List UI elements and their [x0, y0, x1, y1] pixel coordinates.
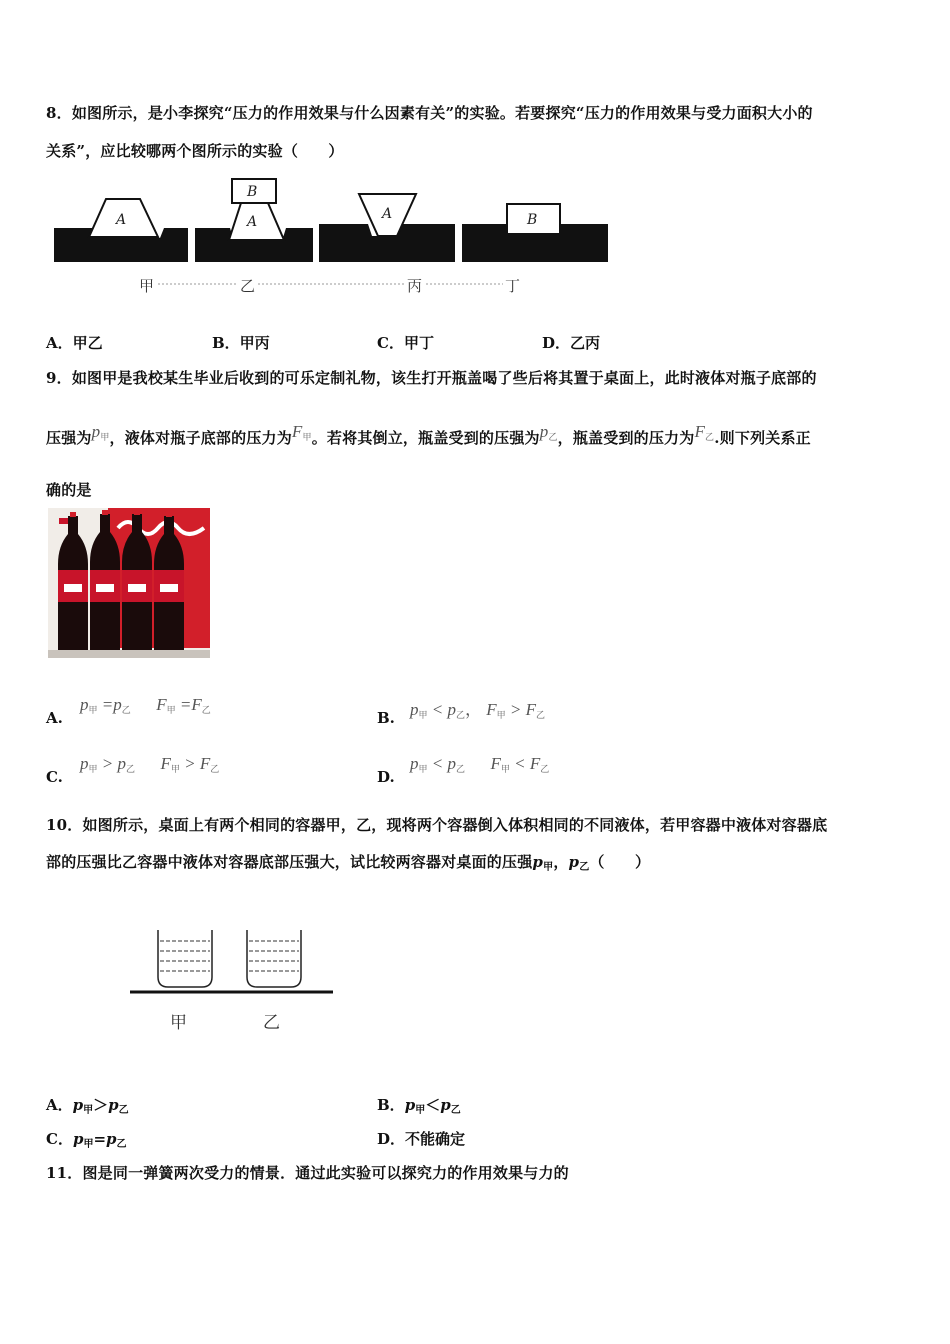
symbol-f-yi: $F_乙$: [694, 422, 715, 442]
q9-option-a-letter: A.: [46, 709, 63, 727]
q9-stem-line1: 9．如图甲是我校某生毕业后收到的可乐定制礼物，该生打开瓶盖喝了些后将其置于桌面上，此时液体对瓶子底部的: [46, 369, 817, 387]
q8-label-bing: 丙: [407, 277, 423, 295]
q8-stem-line2: 关系”，应比较哪两个图所示的实验（ ）: [46, 142, 344, 160]
q10-stem-line2: 部的压强比乙容器中液体对容器底部压强大，试比较两容器对桌面的压强$p_甲$，$p_乙$（ ）: [46, 853, 651, 873]
q9-stem-line2: 压强为$p_甲$，液体对瓶子底部的压力为$F_甲$。若将其倒立，瓶盖受到的压强为$p_乙$，瓶盖受到的压力为$F_乙$.则下列关系正: [46, 422, 811, 447]
q9-option-b-letter: B.: [377, 709, 395, 727]
q11-stem-line1: 11．图是同一弹簧两次受力的情景．通过此实验可以探究力的作用效果与力的: [46, 1164, 569, 1182]
q9-option-d-letter: D.: [377, 768, 395, 786]
q8-option-a[interactable]: A．甲乙: [46, 334, 103, 352]
q8-option-d[interactable]: D．乙丙: [542, 334, 601, 352]
q10-option-d[interactable]: D．不能确定: [377, 1130, 466, 1148]
q9-option-c-letter: C.: [46, 768, 63, 786]
block-a-bing-label: A: [382, 206, 393, 222]
q9-option-a[interactable]: A. $p_甲 =p_乙$ $F_甲 =F_乙$: [46, 695, 211, 727]
q10-label-jia: 甲: [170, 1013, 187, 1033]
q8-stem-line1: 8．如图所示，是小李探究“压力的作用效果与什么因素有关”的实验。若要探究“压力的作用效果与受力面积大小的: [46, 104, 813, 122]
q10-option-b[interactable]: B．$p_甲<p_乙$: [377, 1096, 461, 1116]
q8-option-b[interactable]: B．甲丙: [212, 334, 270, 352]
block-b-yi-label: B: [247, 184, 258, 200]
q8-pressure-figure: [48, 174, 628, 304]
q10-option-a[interactable]: A．$p_甲>p_乙$: [46, 1096, 129, 1116]
container-jia: [158, 930, 212, 987]
q10-option-c[interactable]: C．$p_甲=p_乙$: [46, 1130, 127, 1150]
q8-label-jia: 甲: [139, 277, 155, 295]
block-b-ding-label: B: [527, 212, 538, 228]
q9-stem-line3: 确的是: [46, 481, 92, 499]
q10-stem-line1: 10．如图所示，桌面上有两个相同的容器甲，乙，现将两个容器倒入体积相同的不同液体，若甲容器中液体对容器底: [46, 816, 828, 834]
symbol-p-jia: $p_甲$: [91, 422, 110, 442]
symbol-p-yi: $p_乙$: [539, 422, 558, 442]
q9-option-b[interactable]: B. $p_甲 < p_乙$， $F_甲 > F_乙$: [377, 700, 546, 727]
symbol-f-jia: $F_甲$: [291, 422, 312, 442]
block-a-jia-label: A: [116, 212, 127, 228]
q8-option-c[interactable]: C．甲丁: [377, 334, 434, 352]
block-a-yi-label: A: [247, 214, 258, 230]
q10-containers-figure: [128, 925, 338, 1000]
container-yi: [247, 930, 301, 987]
q8-label-yi: 乙: [240, 277, 256, 295]
q10-label-yi: 乙: [263, 1013, 280, 1033]
cola-bottles-photo: [48, 508, 210, 658]
q8-label-ding: 丁: [505, 277, 521, 295]
q9-option-d[interactable]: D. $p_甲 < p_乙$ $F_甲 < F_乙$: [377, 754, 550, 786]
q9-option-c[interactable]: C. $p_甲 > p_乙$ $F_甲 > F_乙$: [46, 754, 220, 786]
